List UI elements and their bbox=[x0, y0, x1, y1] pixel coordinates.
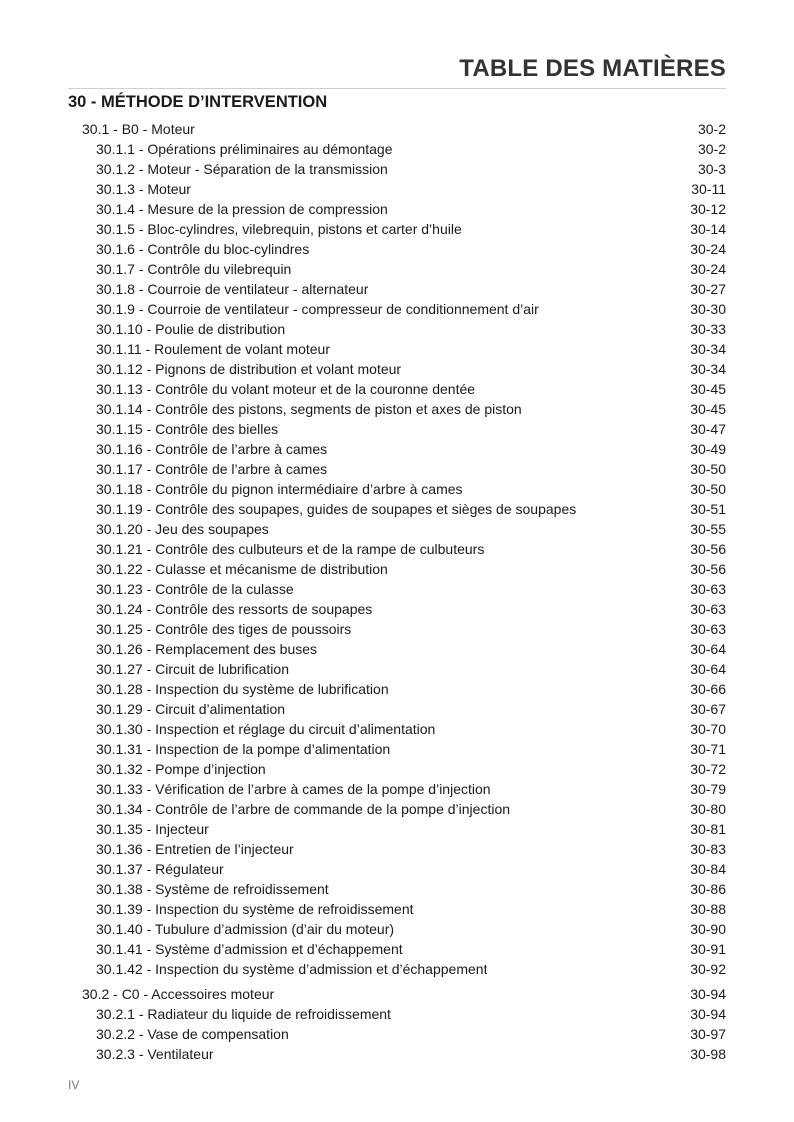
toc-entry-title: 30.1.11 - Roulement de volant moteur bbox=[96, 341, 330, 357]
toc-entry-page: 30-63 bbox=[690, 621, 726, 637]
footer-page-number: IV bbox=[68, 1078, 80, 1092]
toc-entry-title: 30.1.41 - Système d’admission et d’échappement bbox=[96, 941, 403, 957]
toc-entry-title: 30.1.38 - Système de refroidissement bbox=[96, 881, 329, 897]
toc-entry[interactable] bbox=[96, 679, 726, 699]
toc-entry-title: 30.1.26 - Remplacement des buses bbox=[96, 641, 318, 657]
toc-entry[interactable] bbox=[96, 919, 726, 939]
toc-entry-page: 30-14 bbox=[690, 221, 726, 237]
toc-entry-page: 30-72 bbox=[690, 761, 726, 777]
toc-entry-page: 30-64 bbox=[690, 641, 726, 657]
toc-entry-title: 30.1.9 - Courroie de ventilateur - compresseur de conditionnement d’air bbox=[96, 301, 539, 317]
toc-entry-title: 30.1.13 - Contrôle du volant moteur et de la couronne dentée bbox=[96, 381, 476, 397]
toc-entry-title: 30.1.18 - Contrôle du pignon intermédiaire d’arbre à cames bbox=[96, 481, 463, 497]
toc-entry-page: 30-3 bbox=[697, 161, 726, 177]
toc-entry[interactable] bbox=[96, 599, 726, 619]
toc-entry[interactable] bbox=[96, 539, 726, 559]
toc-entry[interactable] bbox=[96, 199, 726, 219]
toc-entry-title: 30.1.4 - Mesure de la pression de compression bbox=[96, 201, 388, 217]
toc-entry[interactable] bbox=[96, 1044, 726, 1064]
toc-entry-title: 30.1 - B0 - Moteur bbox=[82, 121, 195, 137]
toc-entry[interactable] bbox=[96, 439, 726, 459]
toc-entry-page: 30-88 bbox=[690, 901, 726, 917]
toc-entry-page: 30-11 bbox=[691, 181, 726, 197]
toc-entry[interactable] bbox=[96, 459, 726, 479]
toc-entry-page: 30-24 bbox=[690, 261, 726, 277]
toc-entry-page: 30-55 bbox=[690, 521, 726, 537]
toc-entry[interactable] bbox=[96, 1024, 726, 1044]
toc-entry-title: 30.1.37 - Régulateur bbox=[96, 861, 224, 877]
toc-entry[interactable] bbox=[96, 419, 726, 439]
toc-entry-page: 30-94 bbox=[690, 1006, 726, 1022]
toc-entry-page: 30-50 bbox=[690, 481, 726, 497]
toc-entry-title: 30.1.24 - Contrôle des ressorts de soupapes bbox=[96, 601, 373, 617]
toc-entry-title: 30.1.29 - Circuit d’alimentation bbox=[96, 701, 286, 717]
toc-entry-page: 30-97 bbox=[690, 1026, 726, 1042]
toc-entry[interactable] bbox=[96, 879, 726, 899]
toc-entry-title: 30.1.6 - Contrôle du bloc-cylindres bbox=[96, 241, 310, 257]
toc-entry-page: 30-91 bbox=[690, 941, 726, 957]
toc-entry-title: 30.1.14 - Contrôle des pistons, segments de piston et axes de piston bbox=[96, 401, 522, 417]
toc-entry-page: 30-83 bbox=[690, 841, 726, 857]
toc-entry-title: 30.1.32 - Pompe d’injection bbox=[96, 761, 266, 777]
toc-entry[interactable] bbox=[96, 759, 726, 779]
toc-entry-title: 30.1.5 - Bloc-cylindres, vilebrequin, pistons et carter d’huile bbox=[96, 221, 462, 237]
toc-entry[interactable] bbox=[96, 659, 726, 679]
toc-entry-page: 30-56 bbox=[690, 561, 726, 577]
toc-entry-title: 30.1.27 - Circuit de lubrification bbox=[96, 661, 289, 677]
toc-entry[interactable] bbox=[96, 1004, 726, 1024]
toc-entry[interactable] bbox=[96, 579, 726, 599]
toc-entry-page: 30-12 bbox=[690, 201, 726, 217]
toc-entry-page: 30-79 bbox=[690, 781, 726, 797]
toc-entry[interactable] bbox=[96, 299, 726, 319]
toc-entry-page: 30-33 bbox=[690, 321, 726, 337]
toc-entry-title: 30.1.31 - Inspection de la pompe d’alimentation bbox=[96, 741, 391, 757]
chapter-title: 30 - MÉTHODE D’INTERVENTION bbox=[68, 93, 328, 111]
toc-entry-page: 30-34 bbox=[690, 341, 726, 357]
page-title: TABLE DES MATIÈRES bbox=[459, 55, 726, 82]
toc-entry[interactable] bbox=[96, 359, 726, 379]
toc-entry[interactable] bbox=[96, 239, 726, 259]
toc-entry-title: 30.1.34 - Contrôle de l’arbre de commande de la pompe d’injection bbox=[96, 801, 511, 817]
toc-entry-title: 30.1.17 - Contrôle de l’arbre à cames bbox=[96, 461, 328, 477]
toc-entry-title: 30.1.33 - Vérification de l’arbre à cames de la pompe d’injection bbox=[96, 781, 491, 797]
toc-entry-page: 30-70 bbox=[690, 721, 726, 737]
toc-entry[interactable] bbox=[96, 339, 726, 359]
toc-entry-page: 30-47 bbox=[690, 421, 726, 437]
toc-entry-page: 30-2 bbox=[697, 141, 726, 157]
toc-entry[interactable] bbox=[96, 799, 726, 819]
toc-entry-page: 30-66 bbox=[690, 681, 726, 697]
toc-section-entry[interactable] bbox=[82, 119, 726, 139]
toc-entry-title: 30.1.35 - Injecteur bbox=[96, 821, 209, 837]
toc-entry[interactable] bbox=[96, 479, 726, 499]
toc-entry-page: 30-34 bbox=[690, 361, 726, 377]
toc-entry-page: 30-90 bbox=[690, 921, 726, 937]
toc-entry-page: 30-84 bbox=[690, 861, 726, 877]
toc-entry-title: 30.1.10 - Poulie de distribution bbox=[96, 321, 286, 337]
toc-entry-page: 30-45 bbox=[690, 381, 726, 397]
toc-entry[interactable] bbox=[96, 819, 726, 839]
toc-entry-title: 30.1.2 - Moteur - Séparation de la transmission bbox=[96, 161, 388, 177]
toc-entry[interactable] bbox=[96, 319, 726, 339]
toc-entry-title: 30.1.42 - Inspection du système d’admission et d’échappement bbox=[96, 961, 488, 977]
toc-entry-page: 30-51 bbox=[690, 501, 726, 517]
toc-entry-title: 30.1.40 - Tubulure d’admission (d’air du moteur) bbox=[96, 921, 395, 937]
toc-entry-title: 30.1.3 - Moteur bbox=[96, 181, 191, 197]
toc-entry-title: 30.2.1 - Radiateur du liquide de refroidissement bbox=[96, 1006, 391, 1022]
toc-entry[interactable] bbox=[96, 959, 726, 979]
toc-entry-page: 30-80 bbox=[690, 801, 726, 817]
toc-entry-page: 30-2 bbox=[697, 121, 726, 137]
toc-entry[interactable] bbox=[96, 139, 726, 159]
toc-entry[interactable] bbox=[96, 559, 726, 579]
toc-entry-page: 30-27 bbox=[690, 281, 726, 297]
toc-entry[interactable] bbox=[96, 899, 726, 919]
toc-entry[interactable] bbox=[96, 179, 726, 199]
toc-entry[interactable] bbox=[96, 379, 726, 399]
toc-entry[interactable] bbox=[96, 399, 726, 419]
toc-entry-title: 30.1.22 - Culasse et mécanisme de distribution bbox=[96, 561, 388, 577]
toc-entry-title: 30.2.2 - Vase de compensation bbox=[96, 1026, 289, 1042]
toc-entry-page: 30-94 bbox=[690, 986, 726, 1002]
toc-entry-title: 30.1.21 - Contrôle des culbuteurs et de la rampe de culbuteurs bbox=[96, 541, 485, 557]
toc-entry-page: 30-71 bbox=[690, 741, 726, 757]
toc-entry-title: 30.1.23 - Contrôle de la culasse bbox=[96, 581, 294, 597]
toc-entry[interactable] bbox=[96, 519, 726, 539]
toc-entry-page: 30-49 bbox=[690, 441, 726, 457]
toc-entry-title: 30.1.39 - Inspection du système de refroidissement bbox=[96, 901, 414, 917]
toc-entry-title: 30.2 - C0 - Accessoires moteur bbox=[82, 986, 275, 1002]
toc-entry[interactable] bbox=[96, 619, 726, 639]
toc-entry-page: 30-81 bbox=[690, 821, 726, 837]
toc-entry-title: 30.1.12 - Pignons de distribution et volant moteur bbox=[96, 361, 402, 377]
toc-entry[interactable] bbox=[96, 699, 726, 719]
toc-entry-page: 30-67 bbox=[690, 701, 726, 717]
toc-entry-page: 30-64 bbox=[690, 661, 726, 677]
toc-entry-page: 30-30 bbox=[690, 301, 726, 317]
toc-entry[interactable] bbox=[96, 639, 726, 659]
toc-entry-title: 30.1.1 - Opérations préliminaires au démontage bbox=[96, 141, 393, 157]
toc-entry-title: 30.1.16 - Contrôle de l’arbre à cames bbox=[96, 441, 328, 457]
toc-entry-page: 30-92 bbox=[690, 961, 726, 977]
toc-entry-title: 30.1.25 - Contrôle des tiges de poussoirs bbox=[96, 621, 352, 637]
toc-entry[interactable] bbox=[96, 779, 726, 799]
toc-entry-title: 30.1.28 - Inspection du système de lubrification bbox=[96, 681, 389, 697]
toc-entry-page: 30-86 bbox=[690, 881, 726, 897]
toc-entry-title: 30.1.7 - Contrôle du vilebrequin bbox=[96, 261, 292, 277]
toc-entry[interactable] bbox=[96, 859, 726, 879]
toc-entry[interactable] bbox=[96, 839, 726, 859]
toc-entry[interactable] bbox=[96, 939, 726, 959]
toc-entry[interactable] bbox=[96, 259, 726, 279]
toc-entry[interactable] bbox=[96, 739, 726, 759]
toc-entry-page: 30-98 bbox=[690, 1046, 726, 1062]
toc-entry[interactable] bbox=[96, 219, 726, 239]
toc-entry-title: 30.1.15 - Contrôle des bielles bbox=[96, 421, 279, 437]
toc-entry-title: 30.2.3 - Ventilateur bbox=[96, 1046, 214, 1062]
toc-entry-title: 30.1.30 - Inspection et réglage du circuit d’alimentation bbox=[96, 721, 436, 737]
toc-section-entry[interactable] bbox=[82, 984, 726, 1004]
toc-entry[interactable] bbox=[96, 279, 726, 299]
toc-entry-page: 30-63 bbox=[690, 581, 726, 597]
toc-entry-title: 30.1.36 - Entretien de l’injecteur bbox=[96, 841, 294, 857]
toc-entry-page: 30-45 bbox=[690, 401, 726, 417]
toc-entry-page: 30-24 bbox=[690, 241, 726, 257]
toc-entry-page: 30-63 bbox=[690, 601, 726, 617]
toc-entry[interactable] bbox=[96, 159, 726, 179]
toc-entry-title: 30.1.20 - Jeu des soupapes bbox=[96, 521, 269, 537]
toc-entry-title: 30.1.19 - Contrôle des soupapes, guides de soupapes et sièges de soupapes bbox=[96, 501, 577, 517]
toc-entry-title: 30.1.8 - Courroie de ventilateur - alternateur bbox=[96, 281, 369, 297]
toc-entry[interactable] bbox=[96, 719, 726, 739]
toc-entry-page: 30-50 bbox=[690, 461, 726, 477]
toc-entry[interactable] bbox=[96, 499, 726, 519]
toc-entry-page: 30-56 bbox=[690, 541, 726, 557]
